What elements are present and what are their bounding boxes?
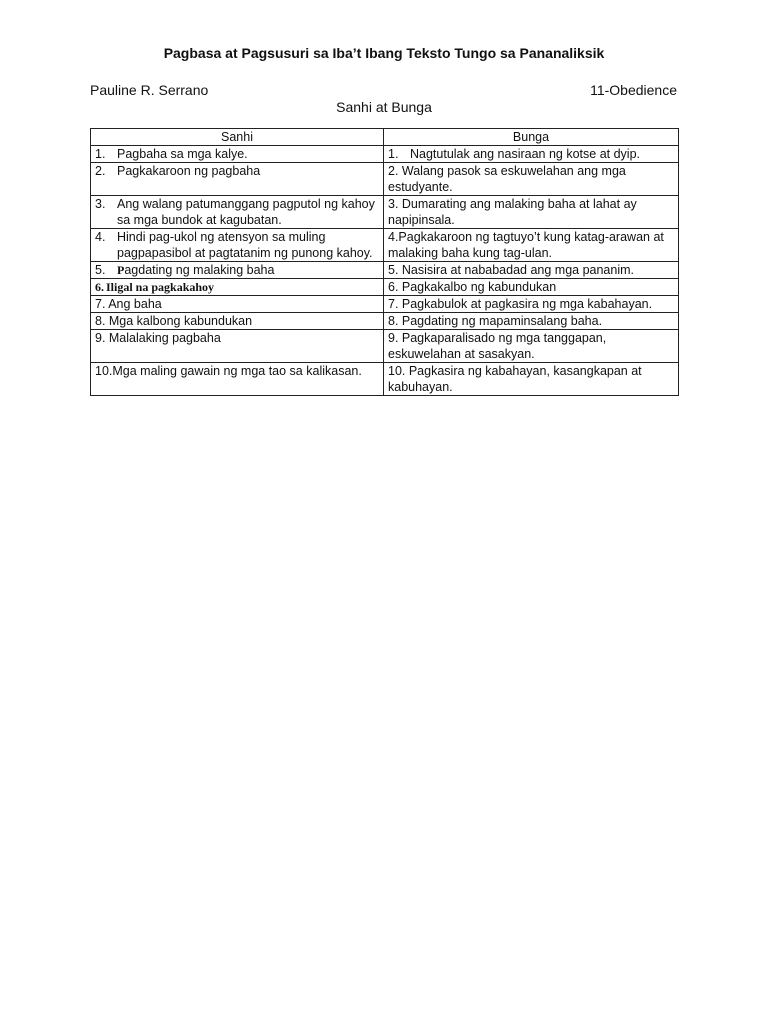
row-number: 6. (95, 280, 104, 294)
row-number: 1. (95, 147, 106, 161)
class-section: 11-Obedience (590, 82, 677, 98)
sanhi-text: Pagkakaroon ng pagbaha (117, 164, 261, 178)
bunga-text: Nagtutulak ang nasiraan ng kotse at dyip. (410, 147, 641, 161)
sanhi-text: Iligal na pagkakahoy (106, 280, 215, 294)
table-row (91, 330, 679, 363)
table-row (91, 296, 679, 313)
column-header-sanhi: Sanhi (91, 129, 384, 146)
bunga-cell: 9. Pagkaparalisado ng mga tanggapan, eskuwelahan at sasakyan. (384, 330, 679, 363)
row-number: 4. (95, 230, 106, 244)
bunga-cell: 7. Pagkabulok at pagkasira ng mga kabahayan. (384, 296, 679, 313)
row-number: 1. (388, 147, 399, 161)
table-row (91, 163, 679, 196)
sanhi-text: Ang walang patumanggang pagputol ng kahoy sa mga bundok at kagubatan. (117, 197, 375, 227)
row-number: 5. (95, 263, 106, 277)
student-name: Pauline R. Serrano (90, 82, 209, 98)
table-row (91, 363, 679, 396)
table-row (91, 279, 679, 296)
bunga-cell: 3. Dumarating ang malaking baha at lahat ay napipinsala. (384, 196, 679, 229)
document-subtitle: Sanhi at Bunga (336, 99, 432, 115)
sanhi-cell: 9. Malalaking pagbaha (91, 330, 384, 363)
sanhi-cell: 10.Mga maling gawain ng mga tao sa kalikasan. (91, 363, 384, 396)
sanhi-initial: P (117, 263, 125, 277)
sanhi-cell: 8. Mga kalbong kabundukan (91, 313, 384, 330)
column-header-bunga: Bunga (384, 129, 679, 146)
table-row (91, 313, 679, 330)
sanhi-text: Pagbaha sa mga kalye. (117, 147, 248, 161)
sanhi-text: Hindi pag-ukol ng atensyon sa muling pagpapasibol at pagtatanim ng punong kahoy. (117, 230, 373, 260)
cause-effect-table (90, 128, 679, 396)
sanhi-cell (91, 196, 384, 229)
table-row (91, 146, 679, 163)
row-number: 3. (95, 197, 106, 211)
bunga-cell: 5. Nasisira at nababadad ang mga pananim. (384, 262, 679, 279)
sanhi-cell (91, 146, 384, 163)
table-header-row (91, 129, 679, 146)
sanhi-cell (91, 229, 384, 262)
table-row (91, 229, 679, 262)
bunga-cell: 6. Pagkakalbo ng kabundukan (384, 279, 679, 296)
bunga-cell: 4.Pagkakaroon ng tagtuyo’t kung katag-arawan at malaking baha kung tag-ulan. (384, 229, 679, 262)
bunga-cell (384, 146, 679, 163)
bunga-cell: 10. Pagkasira ng kabahayan, kasangkapan at kabuhayan. (384, 363, 679, 396)
table-row (91, 196, 679, 229)
sanhi-cell: 7. Ang baha (91, 296, 384, 313)
document-title: Pagbasa at Pagsusuri sa Iba’t Ibang Teksto Tungo sa Pananaliksik (163, 45, 605, 61)
bunga-cell: 8. Pagdating ng mapaminsalang baha. (384, 313, 679, 330)
sanhi-cell (91, 262, 384, 279)
table-row (91, 262, 679, 279)
sanhi-cell (91, 279, 384, 296)
bunga-cell: 2. Walang pasok sa eskuwelahan ang mga estudyante. (384, 163, 679, 196)
sanhi-text: agdating ng malaking baha (124, 263, 275, 277)
sanhi-cell (91, 163, 384, 196)
row-number: 2. (95, 164, 106, 178)
